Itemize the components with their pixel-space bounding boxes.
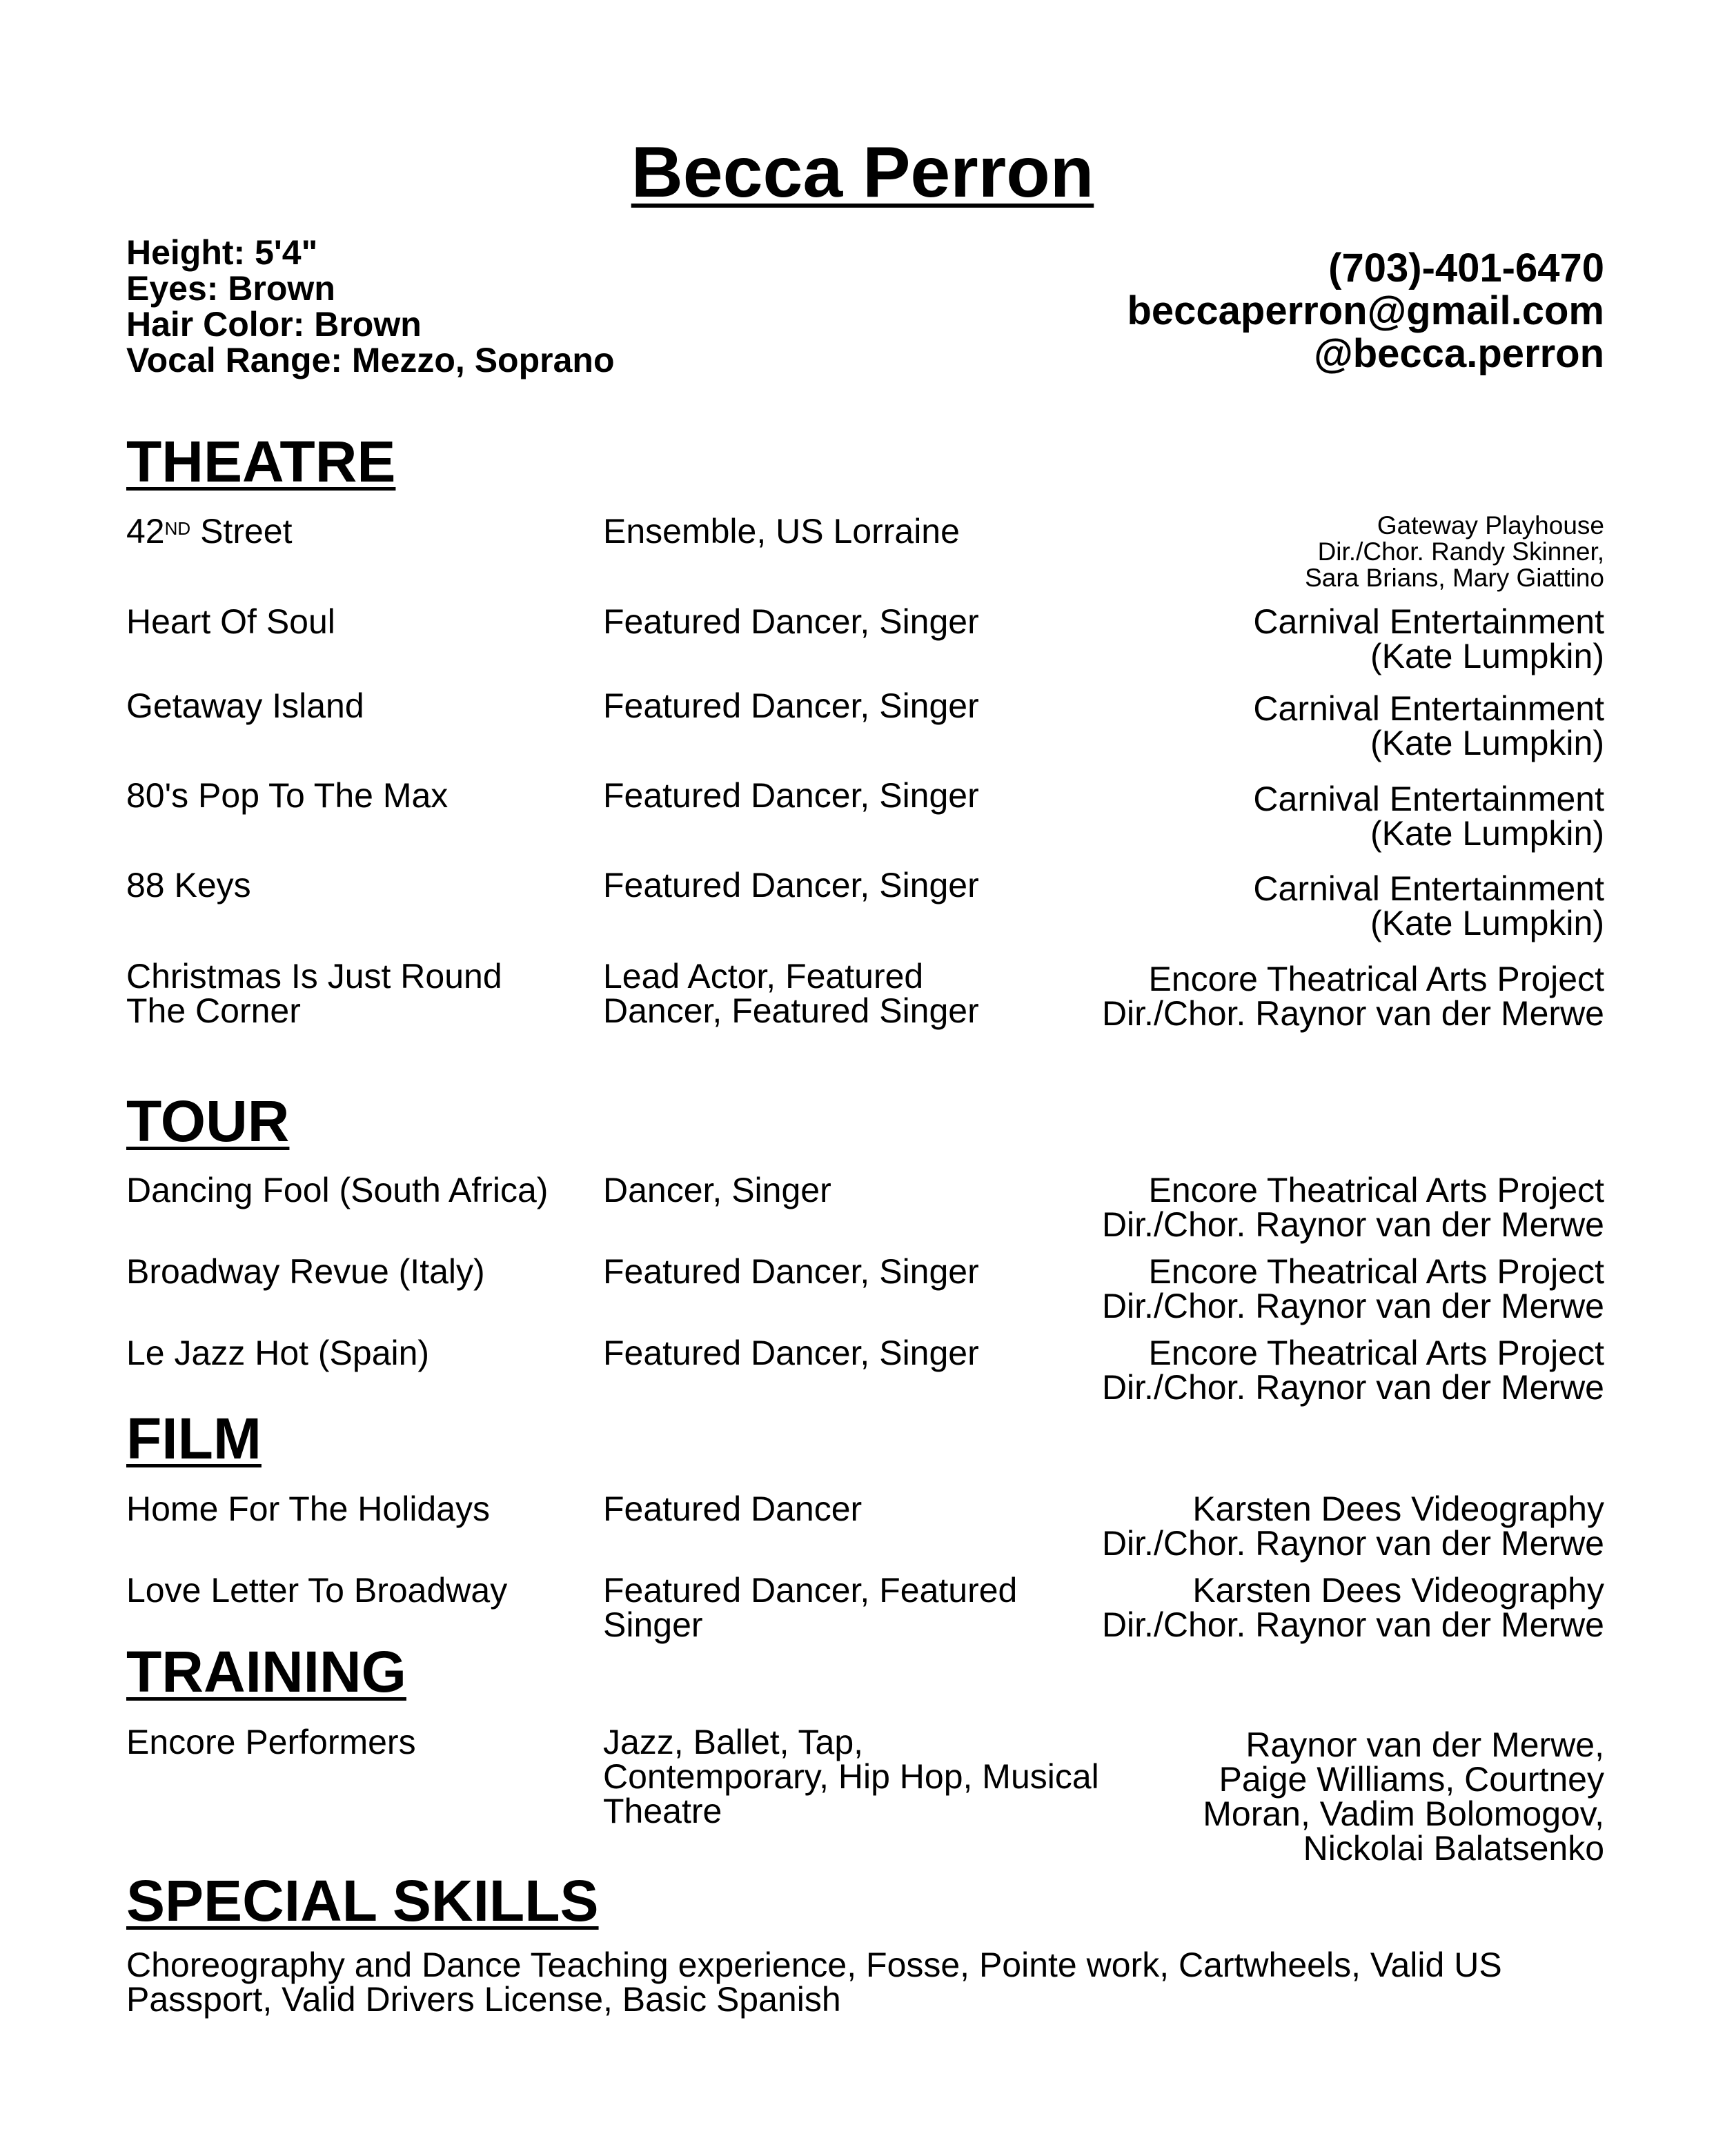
- credit-title: Home For The Holidays: [126, 1490, 491, 1528]
- company-line: Carnival Entertainment: [1253, 689, 1604, 728]
- credit-title: Broadway Revue (Italy): [126, 1252, 485, 1291]
- special-skills-text: [126, 1948, 1617, 2017]
- skills-line: Choreography and Dance Teaching experience, Fosse, Pointe work, Cartwheels, Valid US: [126, 1946, 1502, 1984]
- credit-title: Love Letter To Broadway: [126, 1571, 508, 1610]
- credit-role: Featured Dancer, Singer: [603, 1252, 979, 1291]
- credit-company: [983, 604, 1604, 673]
- credit-role: Featured Dancer, Singer: [603, 866, 979, 904]
- credit-title: 80's Pop To The Max: [126, 776, 448, 815]
- company-line: Karsten Dees Videography: [1192, 1571, 1604, 1610]
- company-line: Dir./Chor. Raynor van der Merwe: [1101, 1605, 1604, 1644]
- hair-line: Hair Color: Brown: [126, 305, 422, 344]
- company-line: Carnival Entertainment: [1253, 780, 1604, 818]
- credit-role: Featured Dancer, Singer: [603, 686, 979, 725]
- role-line: Dancer, Featured Singer: [603, 991, 979, 1030]
- company-line: (Kate Lumpkin): [1370, 904, 1604, 942]
- company-line: (Kate Lumpkin): [1370, 724, 1604, 762]
- credit-title: Getaway Island: [126, 686, 364, 725]
- company-line: (Kate Lumpkin): [1370, 637, 1604, 675]
- company-line: Moran, Vadim Bolomogov,: [1203, 1794, 1604, 1833]
- role-line: Lead Actor, Featured: [603, 957, 924, 996]
- credit-company: [983, 1725, 1604, 1868]
- theatre-heading: THEATRE: [126, 429, 396, 494]
- company-line: Dir./Chor. Raynor van der Merwe: [1101, 1287, 1604, 1325]
- credit-company: [983, 782, 1604, 851]
- company-line: Carnival Entertainment: [1253, 602, 1604, 641]
- company-line: Gateway Playhouse: [1377, 511, 1604, 540]
- company-line: Paige Williams, Courtney: [1219, 1760, 1604, 1799]
- credit-role: Featured Dancer: [603, 1490, 862, 1528]
- title-superscript: ND: [164, 518, 191, 539]
- credit-role: Featured Dancer, Singer: [603, 1334, 979, 1372]
- eyes-line: Eyes: Brown: [126, 269, 335, 308]
- credit-role: Dancer, Singer: [603, 1171, 831, 1209]
- credit-company: [983, 1492, 1604, 1561]
- email-address: beccaperron@gmail.com: [1127, 288, 1604, 333]
- role-line: Jazz, Ballet, Tap,: [603, 1723, 864, 1761]
- skills-line: Passport, Valid Drivers License, Basic Spanish: [126, 1980, 841, 2019]
- title-line: The Corner: [126, 991, 301, 1030]
- film-heading: FILM: [126, 1406, 262, 1471]
- credit-role: Featured Dancer, Singer: [603, 776, 979, 815]
- company-line: Dir./Chor. Randy Skinner,: [1317, 537, 1604, 566]
- social-handle: @becca.perron: [1314, 331, 1604, 376]
- credit-company: [983, 513, 1604, 591]
- phone-number: (703)-401-6470: [1328, 246, 1604, 290]
- company-line: Encore Theatrical Arts Project: [1148, 1252, 1604, 1291]
- credit-title: Dancing Fool (South Africa): [126, 1171, 549, 1209]
- credit-title: Heart Of Soul: [126, 602, 335, 641]
- tour-heading: TOUR: [126, 1089, 290, 1154]
- credit-title: [126, 512, 582, 551]
- credit-company: [983, 962, 1604, 1031]
- company-line: Encore Theatrical Arts Project: [1148, 1334, 1604, 1372]
- company-line: Dir./Chor. Raynor van der Merwe: [1101, 1205, 1604, 1244]
- credit-title: [126, 959, 582, 1028]
- company-line: Karsten Dees Videography: [1192, 1490, 1604, 1528]
- credit-title: Le Jazz Hot (Spain): [126, 1334, 430, 1372]
- training-heading: TRAINING: [126, 1639, 406, 1704]
- company-line: Nickolai Balatsenko: [1303, 1829, 1604, 1868]
- company-line: Sara Brians, Mary Giattino: [1305, 564, 1604, 592]
- special-skills-heading: SPECIAL SKILLS: [126, 1868, 599, 1933]
- contact-info: [1127, 247, 1604, 375]
- credit-company: [983, 1336, 1604, 1405]
- credit-role: Featured Dancer, Singer: [603, 602, 979, 641]
- title-line: Christmas Is Just Round: [126, 957, 502, 996]
- title-number: 42: [126, 512, 165, 551]
- credit-role: Ensemble, US Lorraine: [603, 512, 960, 551]
- company-line: Encore Theatrical Arts Project: [1148, 1171, 1604, 1209]
- credit-company: [983, 691, 1604, 760]
- role-line: Singer: [603, 1605, 703, 1644]
- credit-company: [983, 1573, 1604, 1642]
- role-line: Contemporary, Hip Hop, Musical: [603, 1757, 1099, 1796]
- resume-name: Becca Perron: [631, 132, 1094, 212]
- height-line: Height: 5'4": [126, 233, 318, 272]
- company-line: Dir./Chor. Raynor van der Merwe: [1101, 994, 1604, 1033]
- role-line: Theatre: [603, 1792, 722, 1830]
- vocal-range-line: Vocal Range: Mezzo, Soprano: [126, 341, 615, 379]
- company-line: Carnival Entertainment: [1253, 869, 1604, 908]
- company-line: Encore Theatrical Arts Project: [1148, 960, 1604, 998]
- credit-title: 88 Keys: [126, 866, 251, 904]
- role-line: Featured Dancer, Featured: [603, 1571, 1018, 1610]
- company-line: Raynor van der Merwe,: [1245, 1725, 1604, 1764]
- company-line: Dir./Chor. Raynor van der Merwe: [1101, 1368, 1604, 1407]
- company-line: (Kate Lumpkin): [1370, 814, 1604, 853]
- title-rest: Street: [190, 512, 293, 551]
- physical-stats: [126, 235, 615, 378]
- credit-company: [983, 1173, 1604, 1242]
- credit-title: Encore Performers: [126, 1723, 416, 1761]
- company-line: Dir./Chor. Raynor van der Merwe: [1101, 1524, 1604, 1563]
- credit-company: [983, 871, 1604, 940]
- credit-company: [983, 1254, 1604, 1323]
